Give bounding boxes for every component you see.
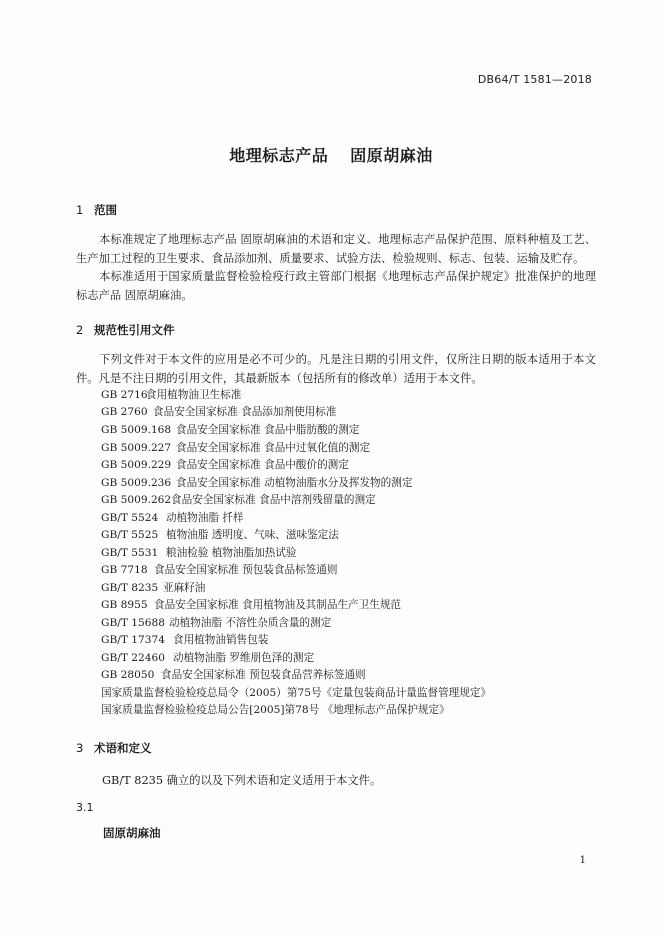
reference-title: 食品安全国家标准 食品中溶剂残留量的测定	[171, 494, 376, 506]
reference-item	[101, 404, 336, 421]
terms-intro: GB/T 8235 确立的以及下列术语和定义适用于本文件。	[102, 774, 382, 787]
reference-title: 植物油脂 透明度、气味、滋味鉴定法	[166, 529, 339, 541]
reference-title: 食品安全国家标准 动植物油脂水分及挥发物的测定	[176, 477, 413, 489]
normative-intro: 下列文件对于本文件的应用是必不可少的。凡是注日期的引用文件，仅所注日期的版本适用于本文件。凡是不注日期的引用文件，其最新版本（包括所有的修改单）适用于本文件。	[76, 353, 596, 385]
reference-item	[101, 492, 376, 509]
reference-item	[101, 387, 241, 404]
reference-item	[101, 702, 450, 719]
reference-title: 国家质量监督检验检疫总局公告[2005]第78号 《地理标志产品保护规定》	[101, 704, 450, 716]
reference-item	[101, 475, 412, 492]
reference-item	[101, 422, 359, 439]
reference-title: 动植物油脂 扦样	[166, 512, 244, 524]
clause-number: 3.1	[76, 801, 94, 814]
section-number: 1	[76, 203, 84, 217]
reference-item	[101, 597, 401, 614]
reference-title: 食品安全国家标准 预包装食品标签通则	[154, 564, 338, 576]
reference-code: GB 5009.229	[101, 459, 172, 471]
reference-code: GB/T 8235	[101, 582, 159, 594]
reference-code: GB 2760	[101, 406, 148, 418]
reference-code: GB 7718	[101, 564, 148, 576]
reference-item	[101, 545, 297, 562]
document-code: DB64/T 1581—2018	[477, 73, 592, 86]
section-number: 2	[76, 323, 84, 337]
reference-item	[101, 510, 244, 527]
section-3-heading	[76, 740, 152, 756]
reference-title: 动植物油脂 罗维朋色泽的测定	[173, 652, 315, 664]
reference-title: 食用植物油卫生标准	[146, 389, 242, 401]
reference-code: GB 2716	[101, 389, 148, 401]
reference-title: 食品安全国家标准 食用植物油及其制品生产卫生规范	[154, 599, 402, 611]
reference-title: 亚麻籽油	[163, 582, 206, 594]
reference-item	[101, 440, 370, 457]
reference-item	[101, 527, 339, 544]
reference-item	[101, 667, 366, 684]
reference-title: 食品安全国家标准 食品中酸价的测定	[176, 459, 349, 471]
title-part-2: 固原胡麻油	[350, 146, 433, 165]
reference-code: GB/T 5531	[101, 547, 159, 559]
reference-title: 动植物油脂 不溶性杂质含量的测定	[169, 617, 332, 629]
reference-code: GB 5009.168	[101, 424, 172, 436]
page-number: 1	[579, 855, 586, 866]
section-2-heading	[76, 322, 175, 338]
section-title: 规范性引用文件	[94, 323, 175, 337]
document-title	[0, 143, 662, 166]
section-title: 范围	[94, 203, 117, 217]
reference-item	[101, 632, 268, 649]
reference-title: 食品安全国家标准 食品添加剂使用标准	[153, 406, 337, 418]
reference-item	[101, 457, 349, 474]
reference-code: GB 5009.262	[101, 494, 172, 506]
reference-title: 食用植物油销售包装	[173, 634, 269, 646]
term-heading: 固原胡麻油	[103, 826, 161, 840]
reference-code: GB 5009.236	[101, 477, 172, 489]
reference-code: GB/T 5525	[101, 529, 159, 541]
reference-title: 粮油检验 植物油脂加热试验	[166, 547, 297, 559]
reference-item	[101, 562, 337, 579]
reference-item	[101, 650, 314, 667]
reference-code: GB 28050	[101, 669, 155, 681]
scope-paragraph-2: 本标准适用于国家质量监督检验检疫行政主管部门根据《地理标志产品保护规定》批准保护的地理标志产品 固原胡麻油。	[76, 270, 596, 302]
reference-code: GB/T 15688	[101, 617, 165, 629]
reference-title: 食品安全国家标准 预包装食品营养标签通则	[161, 669, 366, 681]
reference-title: 国家质量监督检验检疫总局令（2005）第75号《定量包装商品计量监督管理规定》	[101, 687, 492, 699]
reference-item	[101, 685, 491, 702]
reference-title: 食品安全国家标准 食品中脂肪酸的测定	[176, 424, 360, 436]
scope-paragraph-1: 本标准规定了地理标志产品 固原胡麻油的术语和定义、地理标志产品保护范围、原料种植及工艺、生产加工过程的卫生要求、食品添加剂、质量要求、试验方法、检验规则、标志、包装、运输及贮存。	[76, 233, 596, 265]
reference-code: GB 8955	[101, 599, 148, 611]
reference-item	[101, 615, 331, 632]
reference-code: GB/T 17374	[101, 634, 165, 646]
reference-title: 食品安全国家标准 食品中过氧化值的测定	[176, 442, 371, 454]
reference-item	[101, 580, 205, 597]
section-1-heading	[76, 202, 117, 218]
reference-code: GB 5009.227	[101, 442, 172, 454]
title-part-1: 地理标志产品	[229, 146, 329, 165]
section-number: 3	[76, 741, 84, 755]
section-title: 术语和定义	[94, 741, 152, 755]
reference-code: GB/T 5524	[101, 512, 159, 524]
reference-code: GB/T 22460	[101, 652, 165, 664]
